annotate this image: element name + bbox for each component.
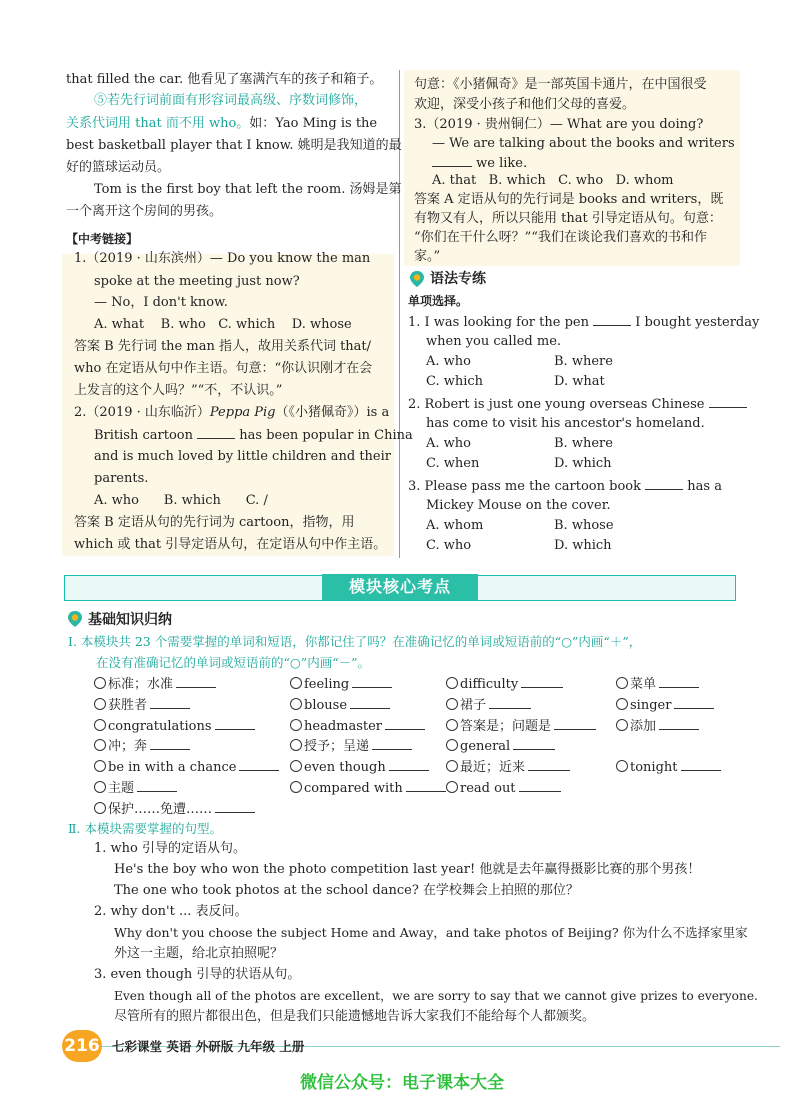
q2-line-2-b: has been popular in China (239, 428, 413, 443)
checkbox-circle[interactable] (94, 760, 106, 772)
vocab-item (94, 717, 255, 736)
section-title: 基础知识归纳 (88, 612, 172, 628)
e2-option-c: C. when (426, 456, 480, 471)
rule-5-example: 如：Yao Ming is the (249, 116, 378, 131)
part-2-title: Ⅱ. 本模块需要掌握的句型。 (68, 821, 222, 836)
drill-subtitle: 单项选择。 (408, 294, 469, 308)
vocab-blank[interactable] (239, 758, 279, 771)
vocab-blank[interactable] (176, 675, 216, 688)
exam-link-title: 【中考链接】 (66, 232, 139, 246)
checkbox-circle[interactable] (290, 760, 302, 772)
e3-blank (645, 477, 683, 490)
vocab-item (94, 779, 177, 798)
page-number-badge (62, 1030, 102, 1062)
vocab-label: 标准；水准 (108, 677, 174, 692)
sentence-3-example-1: Even though all of the photos are excellent，we are sorry to say that we cannot give prizes to everyone. (114, 989, 758, 1003)
e2-option-b: B. where (554, 436, 613, 451)
a2-line-1: 答案 B 定语从句的先行词为 cartoon，指物，用 (74, 515, 355, 530)
a1-line-2: who 在定语从句中作主语。句意：“你认识刚才在会 (74, 361, 373, 376)
checkbox-circle[interactable] (446, 698, 458, 710)
vocab-label: even though (304, 760, 386, 776)
vocab-blank[interactable] (513, 737, 555, 750)
vocab-label: singer (630, 697, 672, 713)
q2-title: Peppa Pig (209, 405, 276, 420)
sentence-2-heading: 2. why don't ... 表反问。 (94, 904, 248, 919)
q1-line-2 (94, 272, 300, 291)
vocab-label: 裙子 (460, 697, 487, 713)
e1-line-2: when you called me. (426, 334, 562, 349)
vocab-blank[interactable] (681, 758, 721, 771)
right-para-1: 句意：《小猪佩奇》是一部英国卡通片，在中国很受 (414, 77, 707, 92)
vocab-blank[interactable] (659, 717, 699, 730)
e3-stem: 3. Please pass me the cartoon book (408, 479, 641, 494)
vocab-item (290, 779, 446, 798)
vocab-blank[interactable] (150, 696, 190, 709)
vocab-item (94, 737, 190, 756)
vocab-label: tonight (630, 760, 678, 776)
q2-line-4: parents. (94, 471, 149, 486)
part-1-instruction-2: 在没有准确记忆的单词或短语前的“○”内画“－”。 (96, 655, 370, 670)
vocab-item (446, 737, 555, 756)
vocab-label: 保护……免遭…… (108, 801, 213, 817)
vocab-item (446, 779, 561, 798)
checkbox-circle[interactable] (616, 698, 628, 710)
vocab-label: feeling (304, 677, 350, 692)
vocab-label: congratulations (108, 718, 212, 734)
q2-line-2 (94, 426, 413, 445)
vocab-item (290, 717, 425, 736)
a1-line-1: 答案 B 先行词 the man 指人，故用关系代词 that/ (74, 339, 372, 354)
a3-line-4: 家。” (414, 249, 441, 264)
q3-line-1: 3.（2019 · 贵州铜仁）— What are you doing? (414, 117, 704, 132)
e1-option-d: D. what (554, 374, 605, 389)
vocab-label: headmaster (304, 718, 383, 734)
vocab-blank[interactable] (137, 779, 177, 792)
vocab-label: 添加 (630, 718, 657, 734)
checkbox-circle[interactable] (616, 719, 628, 731)
vocab-label: 主题 (108, 781, 135, 796)
e3-stem-rest: has a (687, 479, 722, 494)
vocab-item (616, 696, 714, 715)
e1-option-a: A. who (426, 354, 471, 369)
sentence-3-example-2: 尽管所有的照片都很出色，但是我们只能遗憾地告诉大家我们不能给每个人都颁奖。 (114, 1009, 596, 1024)
vocab-blank[interactable] (150, 737, 190, 750)
vocab-item (446, 758, 570, 777)
checkbox-circle[interactable] (446, 739, 458, 751)
rule-5-line-1: ⑤若先行词前面有形容词最高级、序数词修饰， (94, 93, 368, 108)
e3-option-b: B. whose (554, 518, 614, 533)
vocab-item (94, 800, 255, 819)
checkbox-circle[interactable] (446, 719, 458, 731)
checkbox-circle[interactable] (94, 802, 106, 814)
sentence-2-example-2: 外这一主题，给北京拍照呢？ (114, 946, 284, 961)
q2-source: 2.（2019 · 山东临沂） (74, 405, 210, 420)
e1-option-c: C. which (426, 374, 484, 389)
left-para-4: 好的篮球运动员。 (66, 160, 171, 175)
vocab-item (290, 737, 412, 756)
vocab-label: 授予；呈递 (304, 739, 370, 755)
e2-option-a: A. who (426, 436, 471, 451)
module-banner-title: 模块核心考点 (322, 574, 478, 600)
vocab-item (446, 717, 596, 736)
e2-blank (709, 395, 747, 408)
q2-line-2-a: British cartoon (94, 428, 193, 443)
vocab-blank[interactable] (674, 696, 714, 709)
checkbox-circle[interactable] (446, 677, 458, 689)
q2-options: A. who B. which C. / (94, 493, 268, 508)
a1-line-3: 上发言的这个人吗？”“不，不认识。” (74, 383, 283, 398)
checkbox-circle[interactable] (446, 760, 458, 772)
e3-option-c: C. who (426, 538, 472, 553)
checkbox-circle[interactable] (94, 719, 106, 731)
q2-blank (197, 426, 235, 439)
q2-line-1-rest: （《小猪佩奇》）is a (275, 405, 390, 420)
q2-line-3: and is much loved by little children and their (94, 449, 391, 464)
q1-line-2-text: spoke at the meeting just now? (94, 274, 300, 289)
sentence-1-example-1: He's the boy who won the photo competition last year! 他就是去年赢得摄影比赛的那个男孩！ (114, 862, 701, 877)
vocab-item (446, 675, 563, 694)
e3-option-a: A. whom (426, 518, 484, 533)
checkbox-circle[interactable] (446, 781, 458, 793)
vocab-item (290, 696, 390, 715)
sentence-1-heading: 1. who 引导的定语从句。 (94, 841, 246, 856)
q3-line-2: — We are talking about the books and writers (432, 136, 735, 151)
left-para-3: best basketball player that I know. 姚明是我知道的最 (66, 138, 402, 153)
a3-line-1: 答案 A 定语从句的先行词是 books and writers，既 (414, 192, 724, 207)
footer-book-title: 七彩课堂 英语 外研版 九年级 上册 (112, 1039, 305, 1054)
vocab-blank[interactable] (554, 717, 596, 730)
rule-5-highlight: 关系代词用 that 而不用 who。 (66, 116, 250, 131)
e1-stem-rest: I bought yesterday (635, 315, 760, 330)
e3-line-2: Mickey Mouse on the cover. (426, 498, 611, 513)
vocab-blank[interactable] (352, 675, 392, 688)
checkbox-circle[interactable] (94, 739, 106, 751)
footer-wechat: 微信公众号：电子课本大全 (300, 1073, 504, 1093)
location-pin-icon (408, 270, 426, 288)
e1-blank (593, 313, 631, 326)
q3-blank (432, 154, 472, 167)
left-para-5: Tom is the first boy that left the room. 汤姆是第 (94, 182, 402, 197)
e2-option-d: D. which (554, 456, 612, 471)
checkbox-circle[interactable] (290, 719, 302, 731)
vocab-blank[interactable] (528, 758, 570, 771)
drill-title: 语法专练 (430, 271, 486, 287)
left-para-6: 一个离开这个房间的男孩。 (66, 204, 223, 219)
vocab-item (94, 758, 279, 777)
vocab-label: blouse (304, 697, 348, 713)
vocab-item (616, 675, 699, 694)
vocab-label: general (460, 739, 511, 755)
e3-line-1 (408, 477, 722, 496)
checkbox-circle[interactable] (94, 781, 106, 793)
checkbox-circle[interactable] (94, 677, 106, 689)
a2-line-2: which 或 that 引导定语从句，在定语从句中作主语。 (74, 537, 387, 552)
q2-line-1 (74, 404, 389, 422)
q1-options: A. what B. who C. which D. whose (94, 317, 352, 332)
vocab-item (94, 696, 190, 715)
e1-line-1 (408, 313, 759, 332)
checkbox-circle[interactable] (616, 677, 628, 689)
vocab-blank[interactable] (372, 737, 412, 750)
vocab-label: 获胜者 (108, 697, 148, 713)
vocab-label: read out (460, 781, 516, 796)
e1-option-b: B. where (554, 354, 613, 369)
vocab-label: 最近；近来 (460, 760, 526, 776)
sentence-1-example-2: The one who took photos at the school dance? 在学校舞会上拍照的那位？ (114, 883, 579, 898)
checkbox-circle[interactable] (290, 781, 302, 793)
q3-line-3 (432, 154, 527, 173)
sentence-2-example-1: Why don't you choose the subject Home and Away，and take photos of Beijing? 你为什么不选择家里家 (114, 925, 748, 940)
checkbox-circle[interactable] (94, 698, 106, 710)
vocab-blank[interactable] (519, 779, 561, 792)
vocab-blank[interactable] (385, 717, 425, 730)
vocab-blank[interactable] (521, 675, 563, 688)
vocab-blank[interactable] (350, 696, 390, 709)
checkbox-circle[interactable] (290, 677, 302, 689)
left-para-1: that filled the car. 他看见了塞满汽车的孩子和箱子。 (66, 72, 383, 87)
q1-line-3: — No，I don't know. (94, 295, 228, 310)
rule-5-line-2 (66, 115, 377, 133)
q1-line-1: 1.（2019 · 山东滨州）— Do you know the man (74, 251, 371, 266)
vocab-label: compared with (304, 781, 403, 796)
vocab-blank[interactable] (215, 800, 255, 813)
vocab-blank[interactable] (659, 675, 699, 688)
vocab-blank[interactable] (489, 696, 531, 709)
a3-line-3: “你们在干什么呀？”“我们在谈论我们喜欢的书和作 (414, 230, 707, 245)
vocab-label: be in with a chance (108, 760, 237, 776)
vocab-blank[interactable] (389, 758, 429, 771)
checkbox-circle[interactable] (290, 698, 302, 710)
a3-line-2: 有物又有人，所以只能用 that 引导定语从句。句意： (414, 211, 722, 226)
e3-option-d: D. which (554, 538, 612, 553)
right-para-2: 欢迎，深受小孩子和他们父母的喜爱。 (414, 97, 636, 112)
vocab-item (290, 675, 392, 694)
vocab-item (616, 758, 721, 777)
e2-stem: 2. Robert is just one young overseas Chinese (408, 397, 705, 412)
q3-line-3-text: we like. (476, 156, 528, 171)
e2-line-1 (408, 395, 747, 414)
vocab-label: 菜单 (630, 677, 657, 692)
vocab-blank[interactable] (215, 717, 255, 730)
vocab-label: difficulty (460, 677, 519, 692)
vocab-item (446, 696, 531, 715)
e1-stem: 1. I was looking for the pen (408, 315, 589, 330)
part-1-instruction-1: Ⅰ. 本模块共 23 个需要掌握的单词和短语，你都记住了吗？在准确记忆的单词或短语前的“○”内画“＋”， (68, 634, 642, 649)
e2-line-2: has come to visit his ancestor's homeland. (426, 416, 705, 431)
vocab-blank[interactable] (406, 779, 446, 792)
vocab-item (616, 717, 699, 736)
vocab-label: 答案是；问题是 (460, 718, 552, 734)
checkbox-circle[interactable] (616, 760, 628, 772)
vocab-item (290, 758, 429, 777)
vocab-item (94, 675, 216, 694)
q3-options: A. that B. which C. who D. whom (432, 173, 674, 188)
sentence-3-heading: 3. even though 引导的状语从句。 (94, 967, 301, 982)
page-number: 216 (64, 1036, 100, 1056)
vocab-label: 冲；奔 (108, 739, 148, 755)
location-pin-icon-2 (66, 610, 84, 628)
checkbox-circle[interactable] (290, 739, 302, 751)
